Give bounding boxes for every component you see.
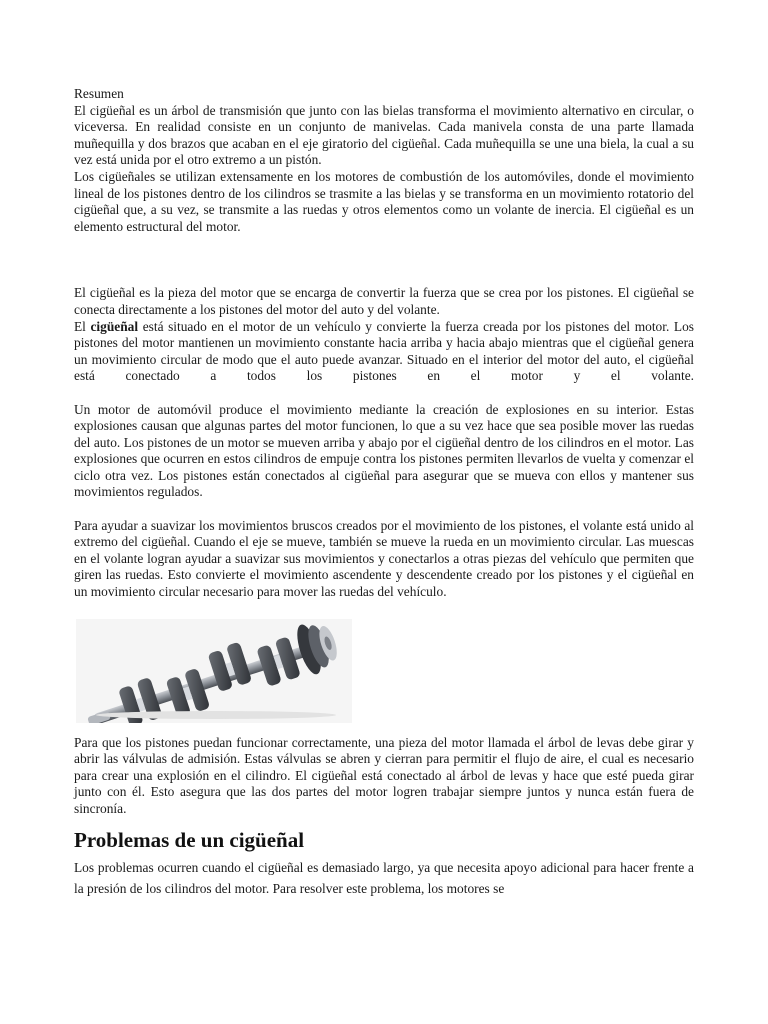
spacer — [74, 501, 694, 518]
paragraph-4-post: está situado en el motor de un vehículo y convierte la fuerza creada por los pistones del motor. Los pistones del motor mantienen un movimiento constante hacia arriba y hacia abajo mientras que el cigüeñal genera un movimiento circular de modo que el auto puede avanzar. Situado en el interior del motor del auto, el cigüeñal está conectado a todos los pistones en el motor y el volante. — [74, 318, 694, 384]
paragraph-8: Los problemas ocurren cuando el cigüeñal es demasiado largo, ya que necesita apoyo adicional para hacer frente a la presión de los cilindros del motor. Para resolver este problema, los motores se — [74, 859, 694, 896]
paragraph-5: Un motor de automóvil produce el movimiento mediante la creación de explosiones en su interior. Estas explosiones causan que algunas partes del motor funcionen, lo que a su vez hace que sea posible mover las ruedas del auto. Los pistones de un motor se mueven arriba y abajo por el cigüeñal dentro de los cilindros en el motor. Las explosiones que ocurren en estos cilindros de empuje contra los pistones permiten llevarlos de vuelta y comenzar el ciclo otra vez. Los pistones están conectados al cigüeñal para asegurar que se mueva con ellos y mantener sus movimientos regulados. — [74, 401, 694, 500]
paragraph-6: Para ayudar a suavizar los movimientos bruscos creados por el movimiento de los pistones, el volante está unido al extremo del cigüeñal. Cuando el eje se mueve, también se mueve la rueda en un movimiento circular. Las muescas en el volante logran ayudar a suavizar sus movimientos y conectarlos a otras piezas del vehículo que permiten que giren las ruedas. Esto convierte el movimiento ascendente y descendente creado por los pistones y el cigüeñal en un movimiento circular necesario para mover las ruedas del vehículo. — [74, 517, 694, 600]
paragraph-2: Los cigüeñales se utilizan extensamente en los motores de combustión de los automóviles, donde el movimiento lineal de los pistones dentro de los cilindros se trasmite a las bielas y se transforma en un movimiento rotatorio del cigüeñal que, a su vez, se transmite a las ruedas y otros elementos como un volante de inercia. El cigüeñal es un elemento estructural del motor. — [74, 168, 694, 234]
crankshaft-image — [76, 619, 352, 723]
section-title: Problemas de un cigüeñal — [74, 827, 305, 852]
spacer — [74, 385, 694, 402]
crankshaft-photo-icon — [76, 619, 352, 723]
paragraph-4-pre: El — [74, 318, 91, 334]
resumen-heading: Resumen — [74, 86, 124, 101]
paragraph-3: El cigüeñal es la pieza del motor que se encarga de convertir la fuerza que se crea por los pistones. El cigüeñal se conecta directamente a los pistones del motor del auto y del volante. — [74, 285, 694, 317]
paragraph-7: Para que los pistones puedan funcionar correctamente, una pieza del motor llamada el árbol de levas debe girar y abrir las válvulas de admisión. Estas válvulas se abren y cierran para permitir el flujo de aire, el cual es necesario para crear una explosión en el cilindro. El cigüeñal está conectado al árbol de levas y hace que esté pueda girar junto con él. Esto asegura que las dos partes del motor logren trabajar siempre juntos y nunca están fuera de sincronía. — [74, 734, 694, 816]
paragraph-1: El cigüeñal es un árbol de transmisión que junto con las bielas transforma el movimiento alternativo en circular, o viceversa. En realidad consiste en un conjunto de manivelas. Cada manivela consta de una parte llamada muñequilla y dos brazos que acaban en el eje giratorio del cigüeñal. Cada muñequilla se une una biela, la cual a su vez está unida por el otro extremo a un pistón. — [74, 102, 694, 168]
paragraph-4-bold: cigüeñal — [90, 318, 139, 334]
paragraph-4 — [74, 319, 694, 385]
spacer — [74, 235, 694, 285]
document-page — [74, 86, 694, 899]
